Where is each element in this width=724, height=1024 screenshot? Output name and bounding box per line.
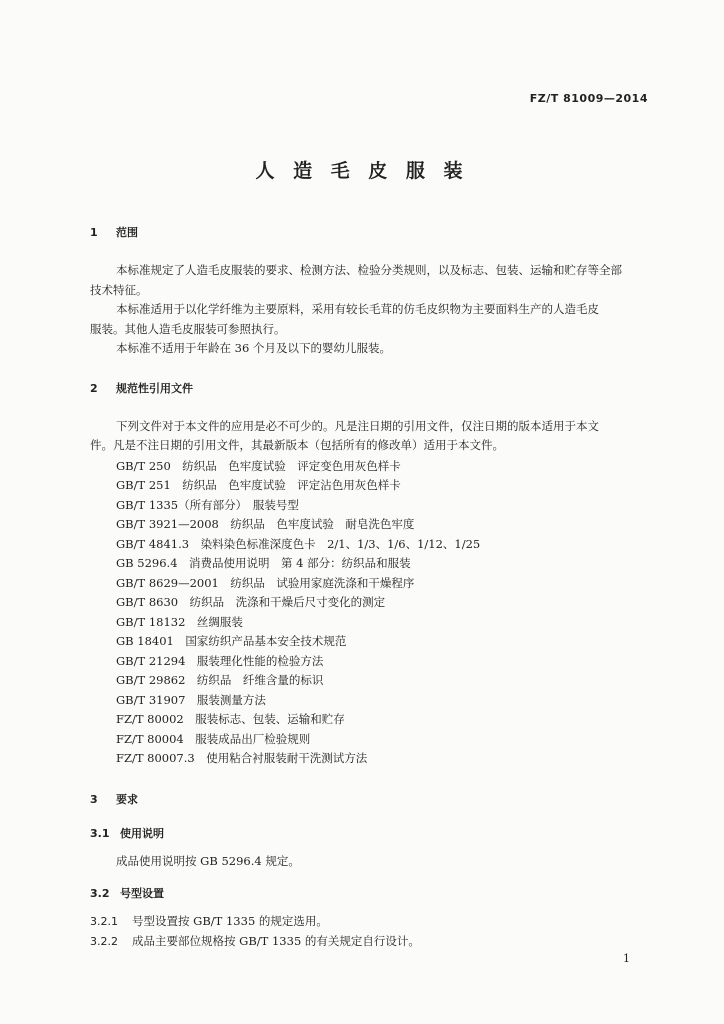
clause-3-2-2 [90,933,420,949]
paragraph: 技术特征。 [90,283,148,297]
reference-item: GB/T 250 纺织品 色牢度试验 评定变色用灰色样卡 [116,459,401,473]
section-number: 1 [90,226,98,239]
paragraph: 下列文件对于本文件的应用是必不可少的。凡是注日期的引用文件，仅注日期的版本适用于本文 [116,419,599,433]
section-3-heading [90,791,138,807]
section-number: 2 [90,382,98,395]
reference-item: FZ/T 80004 服装成品出厂检验规则 [116,732,311,746]
reference-item: GB/T 8629—2001 纺织品 试验用家庭洗涤和干燥程序 [116,576,415,590]
section-3-1-heading [90,825,164,841]
reference-item: GB/T 31907 服装测量方法 [116,693,266,707]
reference-item: GB/T 29862 纺织品 纤维含量的标识 [116,673,324,687]
paragraph: 本标准规定了人造毛皮服装的要求、检测方法、检验分类规则，以及标志、包装、运输和贮存等全部 [116,263,622,277]
page-number: 1 [623,952,630,965]
section-number: 3 [90,793,98,806]
section-1-heading [90,224,138,240]
clause-number: 3.2.1 [90,915,118,928]
clause-number: 3.2.2 [90,935,118,948]
paragraph: 服装。其他人造毛皮服装可参照执行。 [90,322,286,336]
reference-item: GB/T 4841.3 染料染色标准深度色卡 2/1、1/3、1/6、1/12、1/25 [116,537,481,551]
document-title: 人 造 毛 皮 服 装 [255,160,469,182]
section-number: 3.2 [90,887,110,900]
reference-item: FZ/T 80002 服装标志、包装、运输和贮存 [116,712,345,726]
clause-text: 成品主要部位规格按 GB/T 1335 的有关规定自行设计。 [132,934,420,948]
reference-item: GB 18401 国家纺织产品基本安全技术规范 [116,634,347,648]
clause-text: 号型设置按 GB/T 1335 的规定选用。 [132,914,328,928]
paragraph: 件。凡是不注日期的引用文件，其最新版本（包括所有的修改单）适用于本文件。 [90,438,504,452]
reference-item: GB 5296.4 消费品使用说明 第 4 部分：纺织品和服装 [116,556,411,570]
paragraph: 本标准不适用于年龄在 36 个月及以下的婴幼儿服装。 [116,341,391,355]
section-title: 规范性引用文件 [116,382,193,395]
section-title: 要求 [116,793,138,806]
paragraph: 本标准适用于以化学纤维为主要原料，采用有较长毛茸的仿毛皮织物为主要面料生产的人造毛皮 [116,302,599,316]
clause-3-2-1 [90,913,328,929]
section-number: 3.1 [90,827,110,840]
reference-item: GB/T 8630 纺织品 洗涤和干燥后尺寸变化的测定 [116,595,386,609]
paragraph: 成品使用说明按 GB 5296.4 规定。 [116,854,300,868]
reference-item: GB/T 21294 服装理化性能的检验方法 [116,654,324,668]
section-title: 范围 [116,226,138,239]
reference-item: GB/T 251 纺织品 色牢度试验 评定沾色用灰色样卡 [116,478,401,492]
reference-item: GB/T 18132 丝绸服装 [116,615,243,629]
standard-code: FZ/T 81009—2014 [529,92,648,105]
section-3-2-heading [90,885,164,901]
reference-item: GB/T 3921—2008 纺织品 色牢度试验 耐皂洗色牢度 [116,517,415,531]
reference-item: FZ/T 80007.3 使用粘合衬服装耐干洗测试方法 [116,751,368,765]
reference-item: GB/T 1335（所有部分） 服装号型 [116,498,299,512]
section-title: 号型设置 [120,887,164,900]
section-2-heading [90,380,193,396]
section-title: 使用说明 [120,827,164,840]
